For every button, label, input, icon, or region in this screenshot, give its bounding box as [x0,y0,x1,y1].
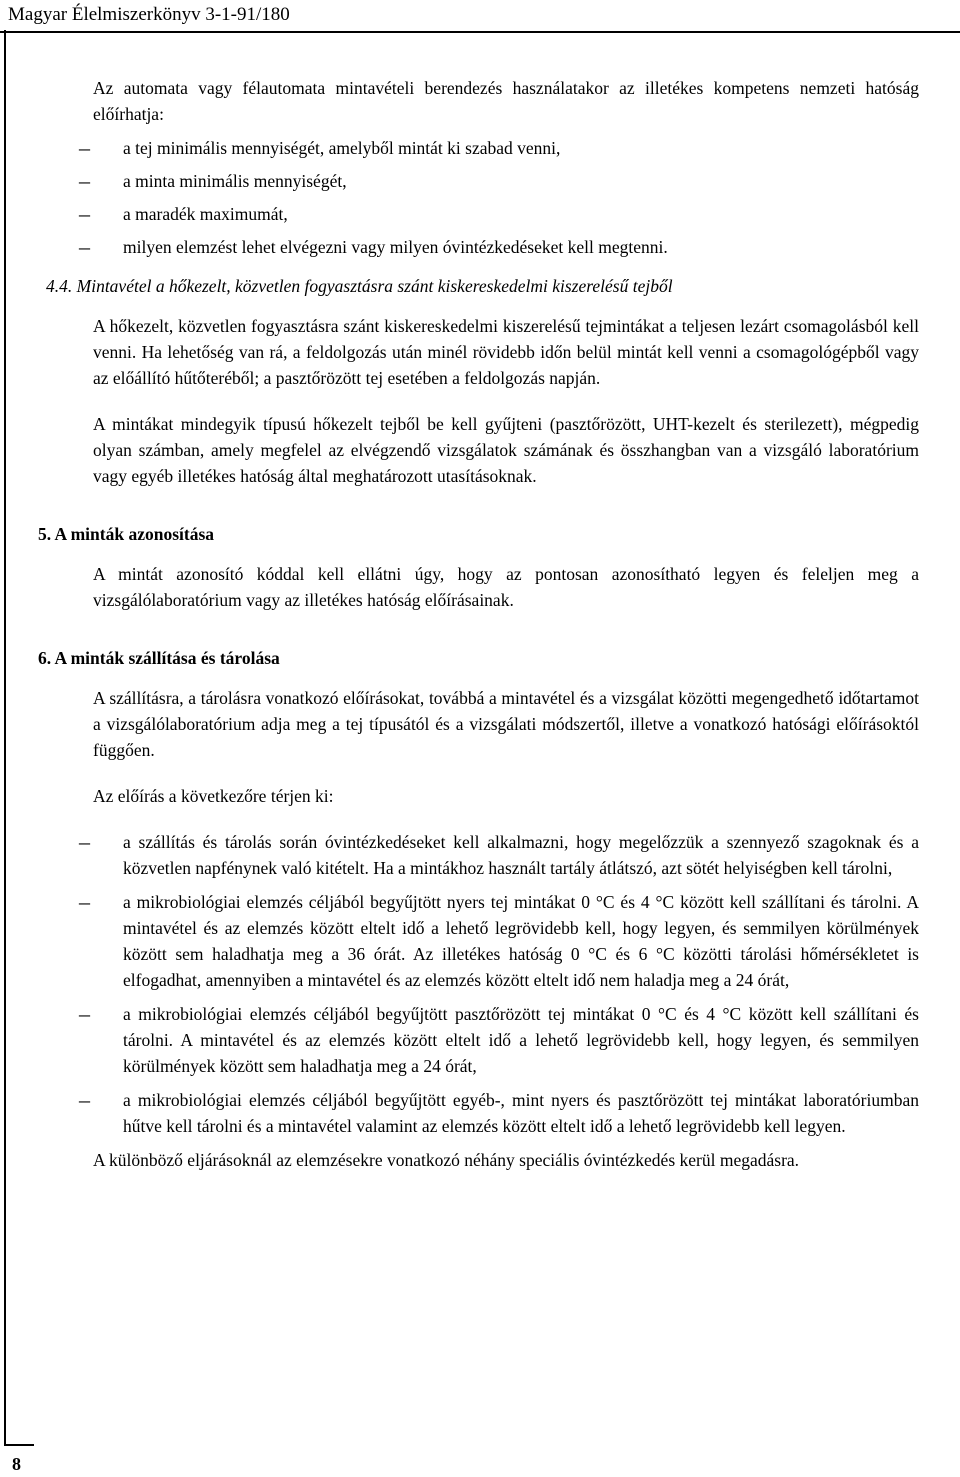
header-rule [0,31,960,33]
page-number: 8 [12,1454,21,1474]
section-heading-5: 5. A minták azonosítása [38,524,214,544]
list-item: – a tej minimális mennyiségét, amelyből mintát ki szabad venni, [93,135,919,161]
list-item: – a mikrobiológiai elemzés céljából begyűjtött nyers tej mintákat 0 °C és 4 °C között kell szállítani és tárolni. A mintavétel és az elemzés között eltelt idő a lehető legrövidebb kell, hogy legyen, és semmilyen körülmények között sem haladhatja meg a 36 órát. Az illetékes hatóság 0 °C és 6 °C közötti tárolási hőmérsékletet is elfogadhat, amennyiben a mintavétel és az elemzés között eltelt idő nem haladja meg a 24 órát, [93,889,919,993]
section-heading-6: 6. A minták szállítása és tárolása [38,648,280,668]
list-item: – milyen elemzést lehet elvégezni vagy milyen óvintézkedéseket kell megtenni. [93,234,919,260]
subsection-heading-4-4: 4.4. Mintavétel a hőkezelt, közvetlen fogyasztásra szánt kiskereskedelmi kiszerelésű tejből [46,276,673,296]
list-item: – a mikrobiológiai elemzés céljából begyűjtött pasztőrözött tej mintákat 0 °C és 4 °C között kell szállítani és tárolni. A mintavétel és az elemzés között eltelt idő a lehető legrövidebb kell, hogy legyen, és semmilyen körülmények között sem haladhatja meg a 24 órát, [93,1001,919,1079]
header-title: Magyar Élelmiszerkönyv 3-1-91/180 [8,4,290,25]
list-item: – a minta minimális mennyiségét, [93,168,919,194]
footer-rule [4,1444,34,1446]
section-5-paragraph: A mintát azonosító kóddal kell ellátni úgy, hogy az pontosan azonosítható legyen és feleljen meg a vizsgálólaboratórium vagy az illetékes hatóság előírásainak. [93,564,919,610]
list-item: – a maradék maximumát, [93,201,919,227]
list-item: – a szállítás és tárolás során óvintézkedéseket kell alkalmazni, hogy megelőzzük a szennyező szagoknak és a közvetlen napfénynek való kitételt. Ha a mintákhoz használt tartály átlátszó, azt sötét helyiségben kell tárolni, [93,829,919,881]
left-margin-rule [4,30,6,1446]
section-4-4-paragraph-2: A mintákat mindegyik típusú hőkezelt tejből be kell gyűjteni (pasztőrözött, UHT-kezelt és sterilezett), mégpedig olyan számban, amely megfelel az elvégzendő vizsgálatok számának és összhangban van a vizsgáló laboratórium vagy egyéb illetékes hatóság által meghatározott utasításoknak. [93,414,919,486]
page-header [0,0,960,30]
list-item: – a mikrobiológiai elemzés céljából begyűjtött egyéb-, mint nyers és pasztőrözött tej mintákat laboratóriumban hűtve kell tárolni és a mintavétel valamint az elemzés között eltelt idő a lehető legrövidebb kell legyen. [93,1087,919,1139]
document-body [38,75,919,1173]
intro-list [93,135,919,260]
section-6-paragraph-2: Az előírás a következőre térjen ki: [93,786,334,806]
section-4-4-paragraph-1: A hőkezelt, közvetlen fogyasztásra szánt kiskereskedelmi kiszerelésű tejmintákat a teljesen lezárt csomagolásból kell venni. Ha lehetőség van rá, a feldolgozás után minél rövidebb időn belül mintát kell venni a csomagológépből vagy az előállító hűtőteréből; a pasztőrözött tej esetében a feldolgozás napján. [93,316,919,388]
section-6-list [93,829,919,1139]
section-6-paragraph-1: A szállításra, a tárolásra vonatkozó előírásokat, továbbá a mintavétel és a vizsgálat közötti megengedhető időtartamot a vizsgálólaboratórium adja meg a tej típusától és a vizsgálati módszertől, illetve a vonatkozó hatósági előírásoktól függően. [93,688,919,760]
closing-paragraph: A különböző eljárásoknál az elemzésekre vonatkozó néhány speciális óvintézkedés kerül megadásra. [93,1150,800,1170]
intro-paragraph: Az automata vagy félautomata mintavételi berendezés használatakor az illetékes kompetens nemzeti hatóság előírhatja: [93,78,919,124]
